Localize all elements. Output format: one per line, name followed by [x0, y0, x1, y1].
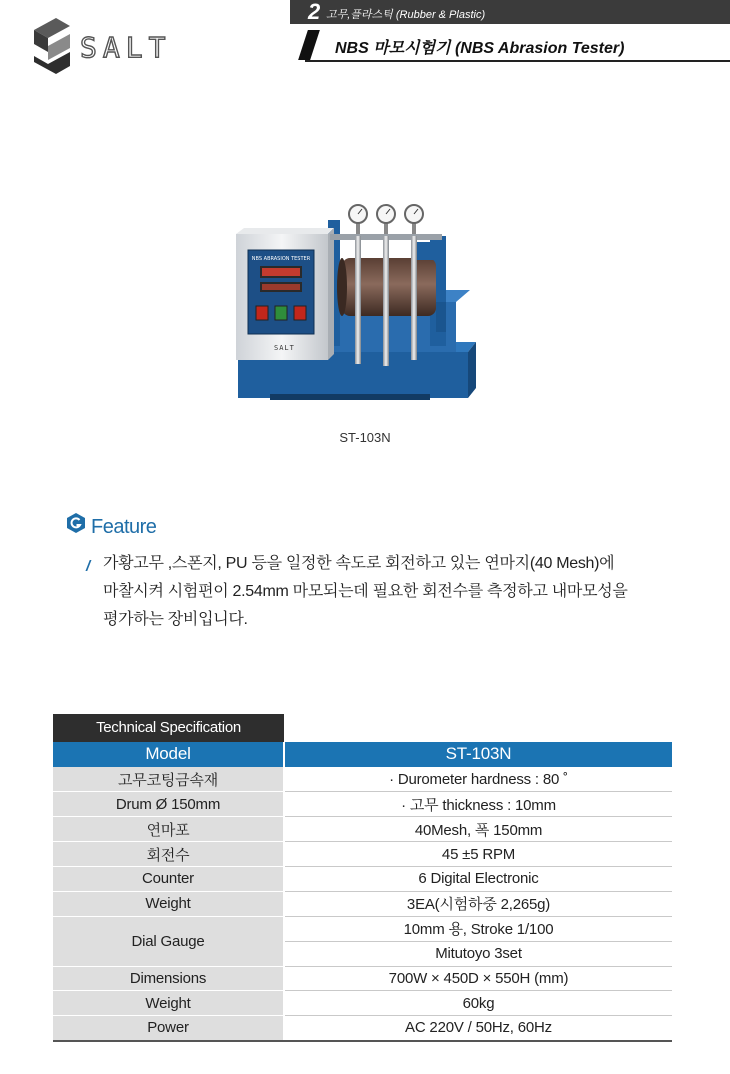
feature-title: Feature — [91, 516, 157, 538]
spec-label: Power — [53, 1016, 284, 1041]
table-row — [53, 767, 672, 792]
spec-table — [53, 742, 672, 1042]
spec-value: ST-103N — [284, 742, 672, 767]
spec-label: Model — [53, 742, 284, 767]
table-row — [53, 842, 672, 867]
spec-value: AC 220V / 50Hz, 60Hz — [284, 1016, 672, 1041]
title-underline — [305, 60, 730, 62]
table-row — [53, 991, 672, 1016]
spec-value: Mitutoyo 3set — [284, 941, 672, 966]
spec-label: Weight — [53, 891, 284, 916]
table-row — [53, 817, 672, 842]
spec-label: 고무코팅금속재 — [53, 767, 284, 792]
table-row — [53, 792, 672, 817]
table-row — [53, 966, 672, 991]
spec-value: 700W × 450D × 550H (mm) — [284, 966, 672, 991]
table-row — [53, 916, 672, 941]
spec-value: 10mm 용, Stroke 1/100 — [284, 916, 672, 941]
spec-heading: Technical Specification — [53, 714, 284, 742]
feature-line: 평가하는 장비입니다. — [103, 611, 248, 628]
spec-value: 45 ±5 RPM — [284, 842, 672, 867]
table-row — [53, 866, 672, 891]
category-number: 2 — [308, 0, 321, 24]
spec-label: 연마포 — [53, 817, 284, 842]
category-label: 고무,플라스틱 (Rubber & Plastic) — [326, 9, 486, 21]
spec-label: Weight — [53, 991, 284, 1016]
spec-value: 60kg — [284, 991, 672, 1016]
spec-value: 40Mesh, 폭 150mm — [284, 817, 672, 842]
spec-label: Counter — [53, 866, 284, 891]
table-row — [53, 1016, 672, 1041]
feature-line: 마찰시켜 시험편이 2.54mm 마모되는데 필요한 회전수를 측정하고 내마모성을 — [103, 583, 628, 600]
table-row — [53, 742, 672, 767]
product-caption: ST-103N — [339, 430, 391, 445]
spec-label: 회전수 — [53, 842, 284, 867]
feature-line: 가황고무 ,스폰지, PU 등을 일정한 속도로 회전하고 있는 연마지(40 Mesh)에 — [103, 555, 615, 572]
product-image — [230, 202, 480, 412]
feature-bullet-icon: / — [86, 558, 91, 575]
panel-label: NBS ABRASION TESTER — [251, 256, 311, 262]
spec-label: Dimensions — [53, 966, 284, 991]
spec-label: Dial Gauge — [53, 916, 284, 966]
feature-description — [103, 550, 703, 634]
table-row — [53, 891, 672, 916]
spec-value: 3EA(시험하중 2,265g) — [284, 891, 672, 916]
spec-value: · Durometer hardness : 80 ˚ — [284, 767, 672, 792]
spec-value: · 고무 thickness : 10mm — [284, 792, 672, 817]
spec-label: Drum Ø 150mm — [53, 792, 284, 817]
title-slash-decoration — [298, 30, 320, 60]
spec-value: 6 Digital Electronic — [284, 866, 672, 891]
feature-icon — [65, 512, 87, 534]
product-title: NBS 마모시험기 (NBS Abrasion Tester) — [335, 40, 625, 57]
panel-logo: SALT — [274, 344, 295, 352]
logo-text: SALT — [80, 31, 172, 64]
salt-logo — [30, 16, 205, 78]
